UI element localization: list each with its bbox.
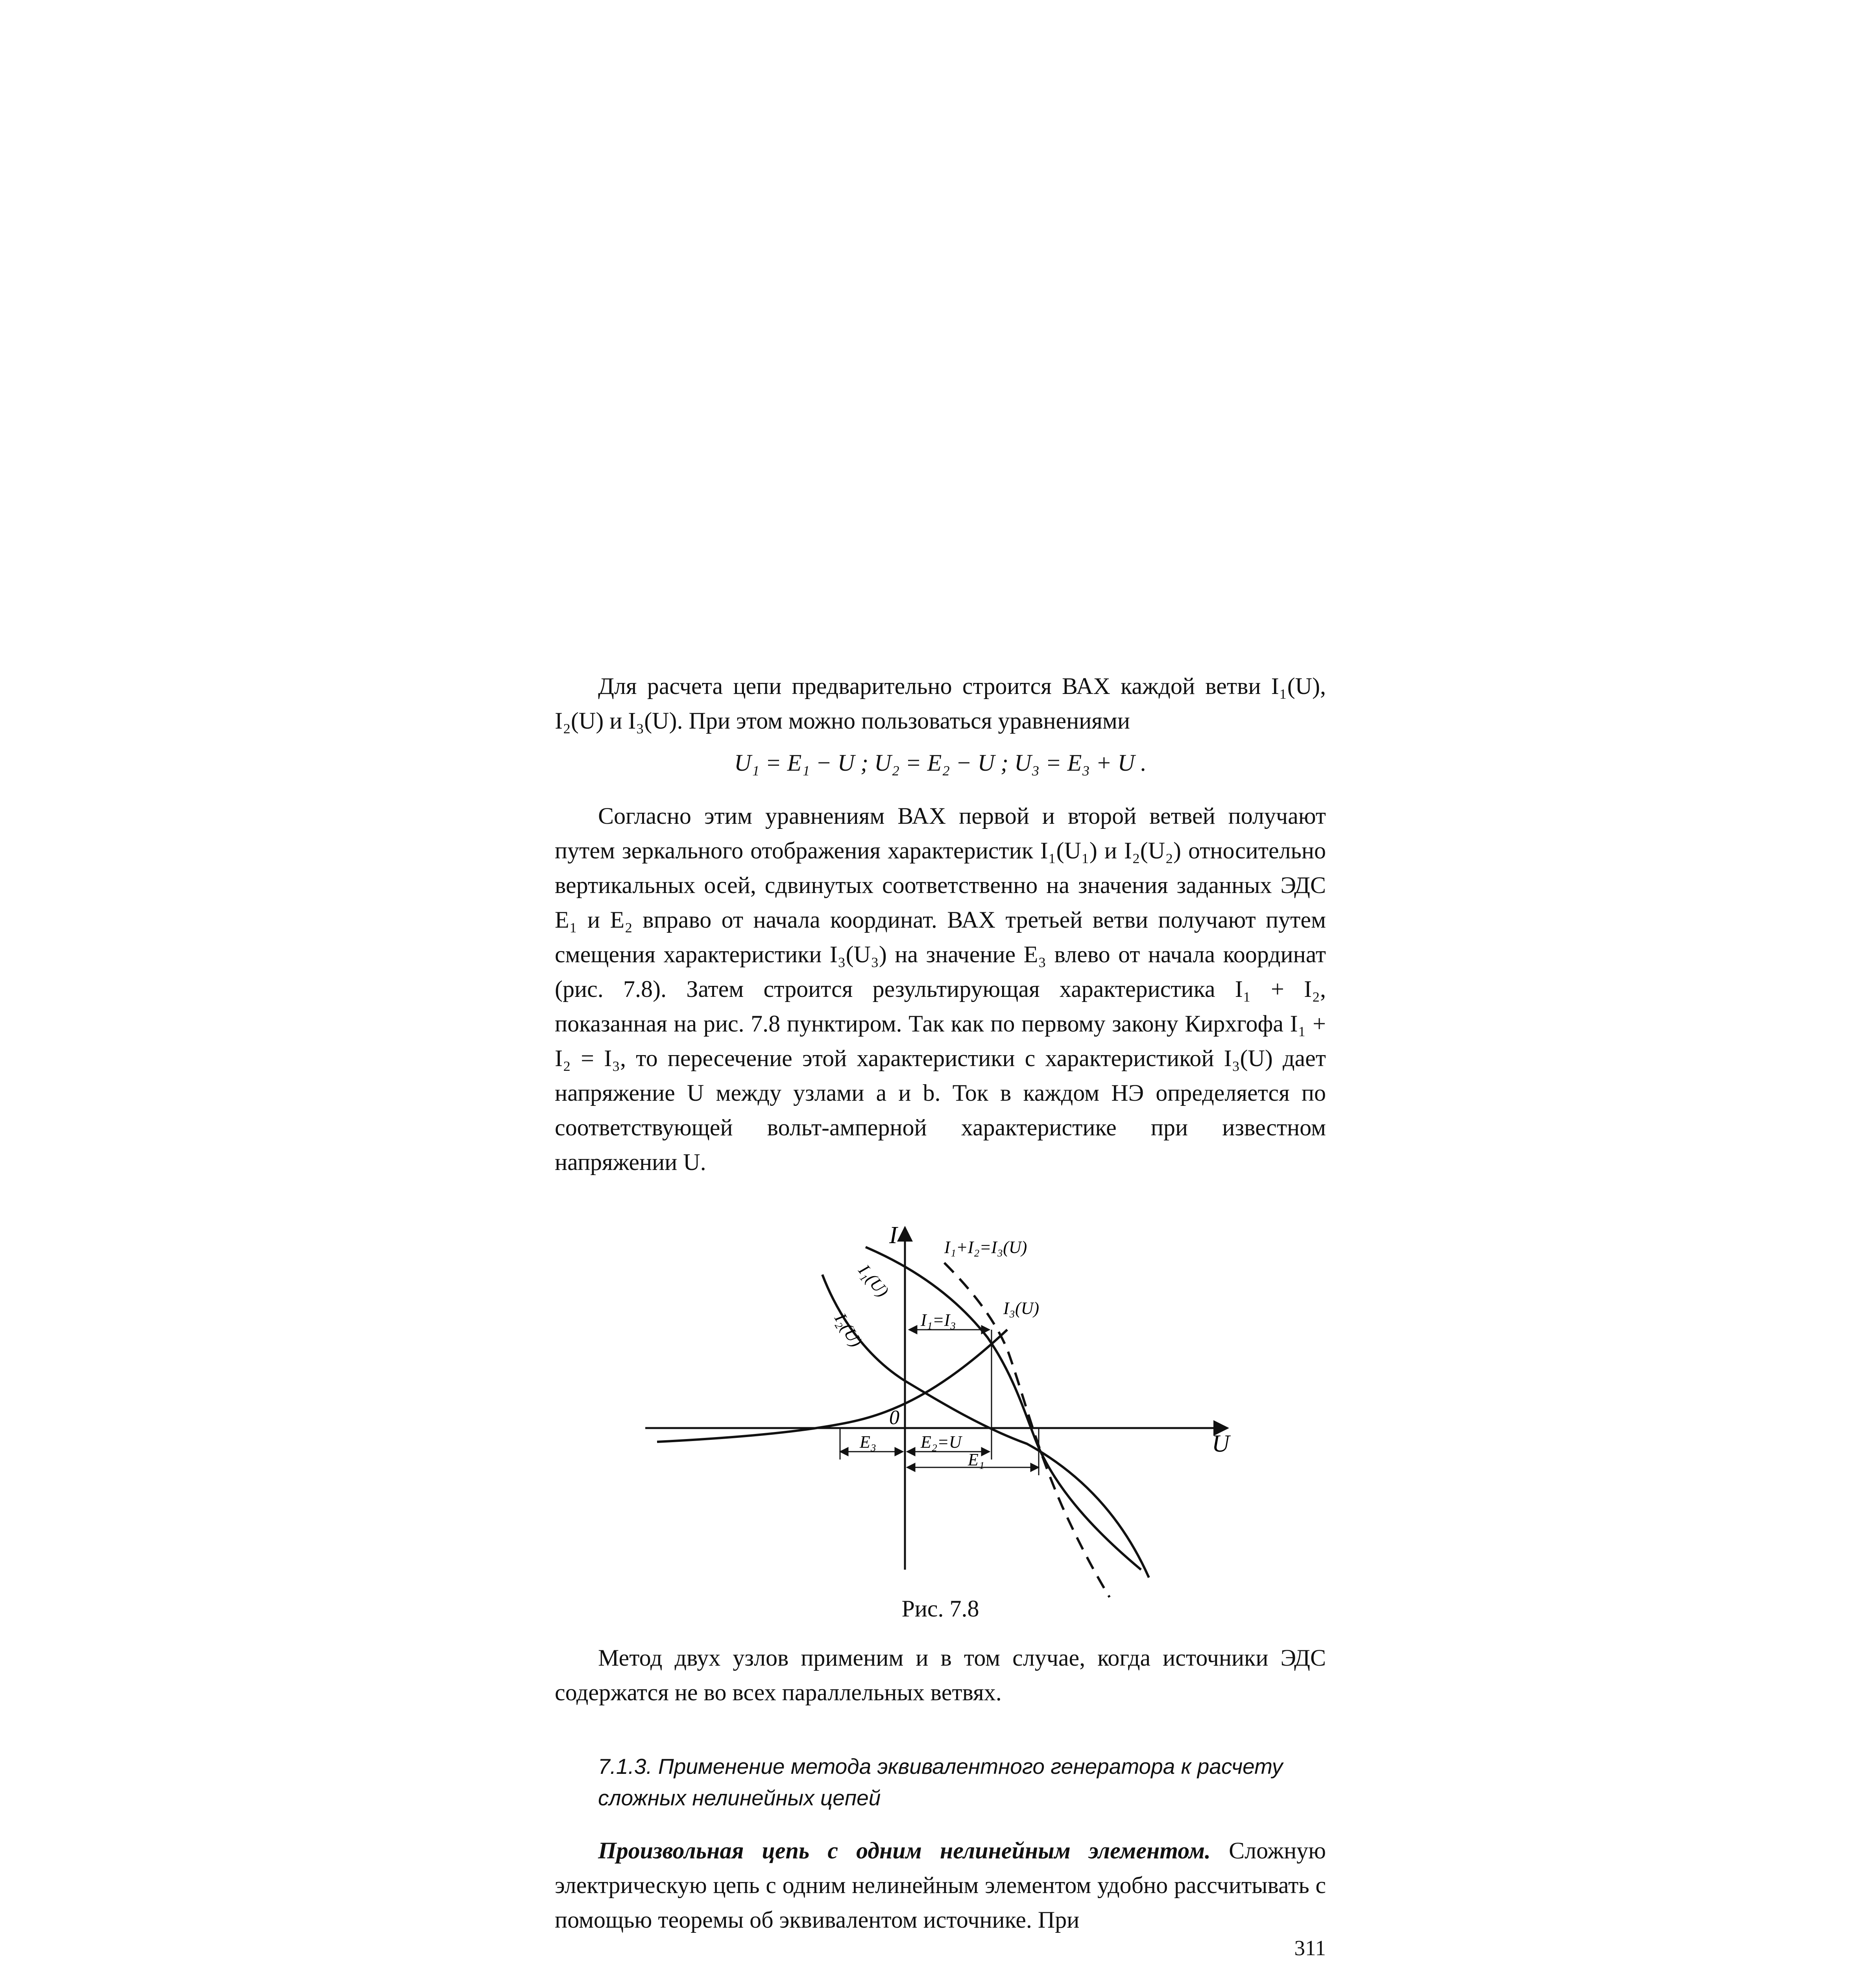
section-heading: 7.1.3. Применение метода эквивалентного генератора к расчету сложных нелинейных цепей — [598, 1754, 1283, 1810]
paragraph-4 — [555, 1833, 1326, 1937]
label-axis-i: I — [889, 1223, 897, 1249]
curve-i1 — [866, 1247, 1141, 1570]
label-e3: E₃ — [860, 1432, 877, 1452]
label-sum: I₁+I₂=I₃(U) — [944, 1238, 1027, 1257]
paragraph-3: Метод двух узлов применим и в том случае, когда источники ЭДС содержатся не во всех параллельных ветвях. — [555, 1645, 1326, 1705]
paragraph-4-body: Сложную электрическую цепь с одним нелинейным элементом удобно рассчитывать с помощью теоремы об эквивалентом источнике. При — [555, 1838, 1326, 1933]
label-origin: 0 — [889, 1406, 899, 1429]
label-i1: I₁(U) — [855, 1260, 893, 1301]
paragraph-2: Согласно этим уравнениям ВАХ первой и второй ветвей получают путем зеркального отображения характеристик I₁(U₁) и I₂(U₂) относительно вертикальных осей, сдвинутых соответственно на значения заданных ЭДС E₁ и E₂ вправо от начала координат. ВАХ третьей ветви получают путем смещения характеристики I₃(U₃) на значение E₃ влево от начала координат (рис. 7.8). Затем строится результирующая характеристика I₁ + I₂, показанная на рис. 7.8 пунктиром. Так как по первому закону Кирхгофа I₁ + I₂ = I₃, то пересечение этой характеристики с характеристикой I₃(U) дает напряжение U между узлами a и b. Ток в каждом НЭ определяется по соответствующей вольт-амперной характеристике при известном напряжении U. — [555, 803, 1326, 1175]
label-axis-u: U — [1212, 1430, 1230, 1457]
label-i3: I₃(U) — [1003, 1299, 1040, 1318]
equations-line: U₁ = E₁ − U ; U₂ = E₂ − U ; U₃ = E₃ + U . — [734, 750, 1147, 776]
figure-caption: Рис. 7.8 — [901, 1596, 979, 1622]
label-e2: E₂=U — [921, 1432, 962, 1452]
label-i1-eq-i3: I₁=I₃ — [921, 1310, 956, 1330]
paragraph-1: Для расчета цепи предварительно строится ВАХ каждой ветви I₁(U), I₂(U) и I₃(U). При этом можно пользоваться уравнениями — [555, 673, 1326, 734]
label-e1: E₁ — [968, 1450, 985, 1469]
curve-i3 — [657, 1330, 1007, 1442]
paragraph-4-lead: Произвольная цепь с одним нелинейным элементом. — [598, 1838, 1211, 1864]
figure-7-8 — [598, 1223, 1267, 1601]
page-number: 311 — [1294, 1936, 1326, 1960]
label-i2: I₂(U) — [831, 1310, 866, 1351]
